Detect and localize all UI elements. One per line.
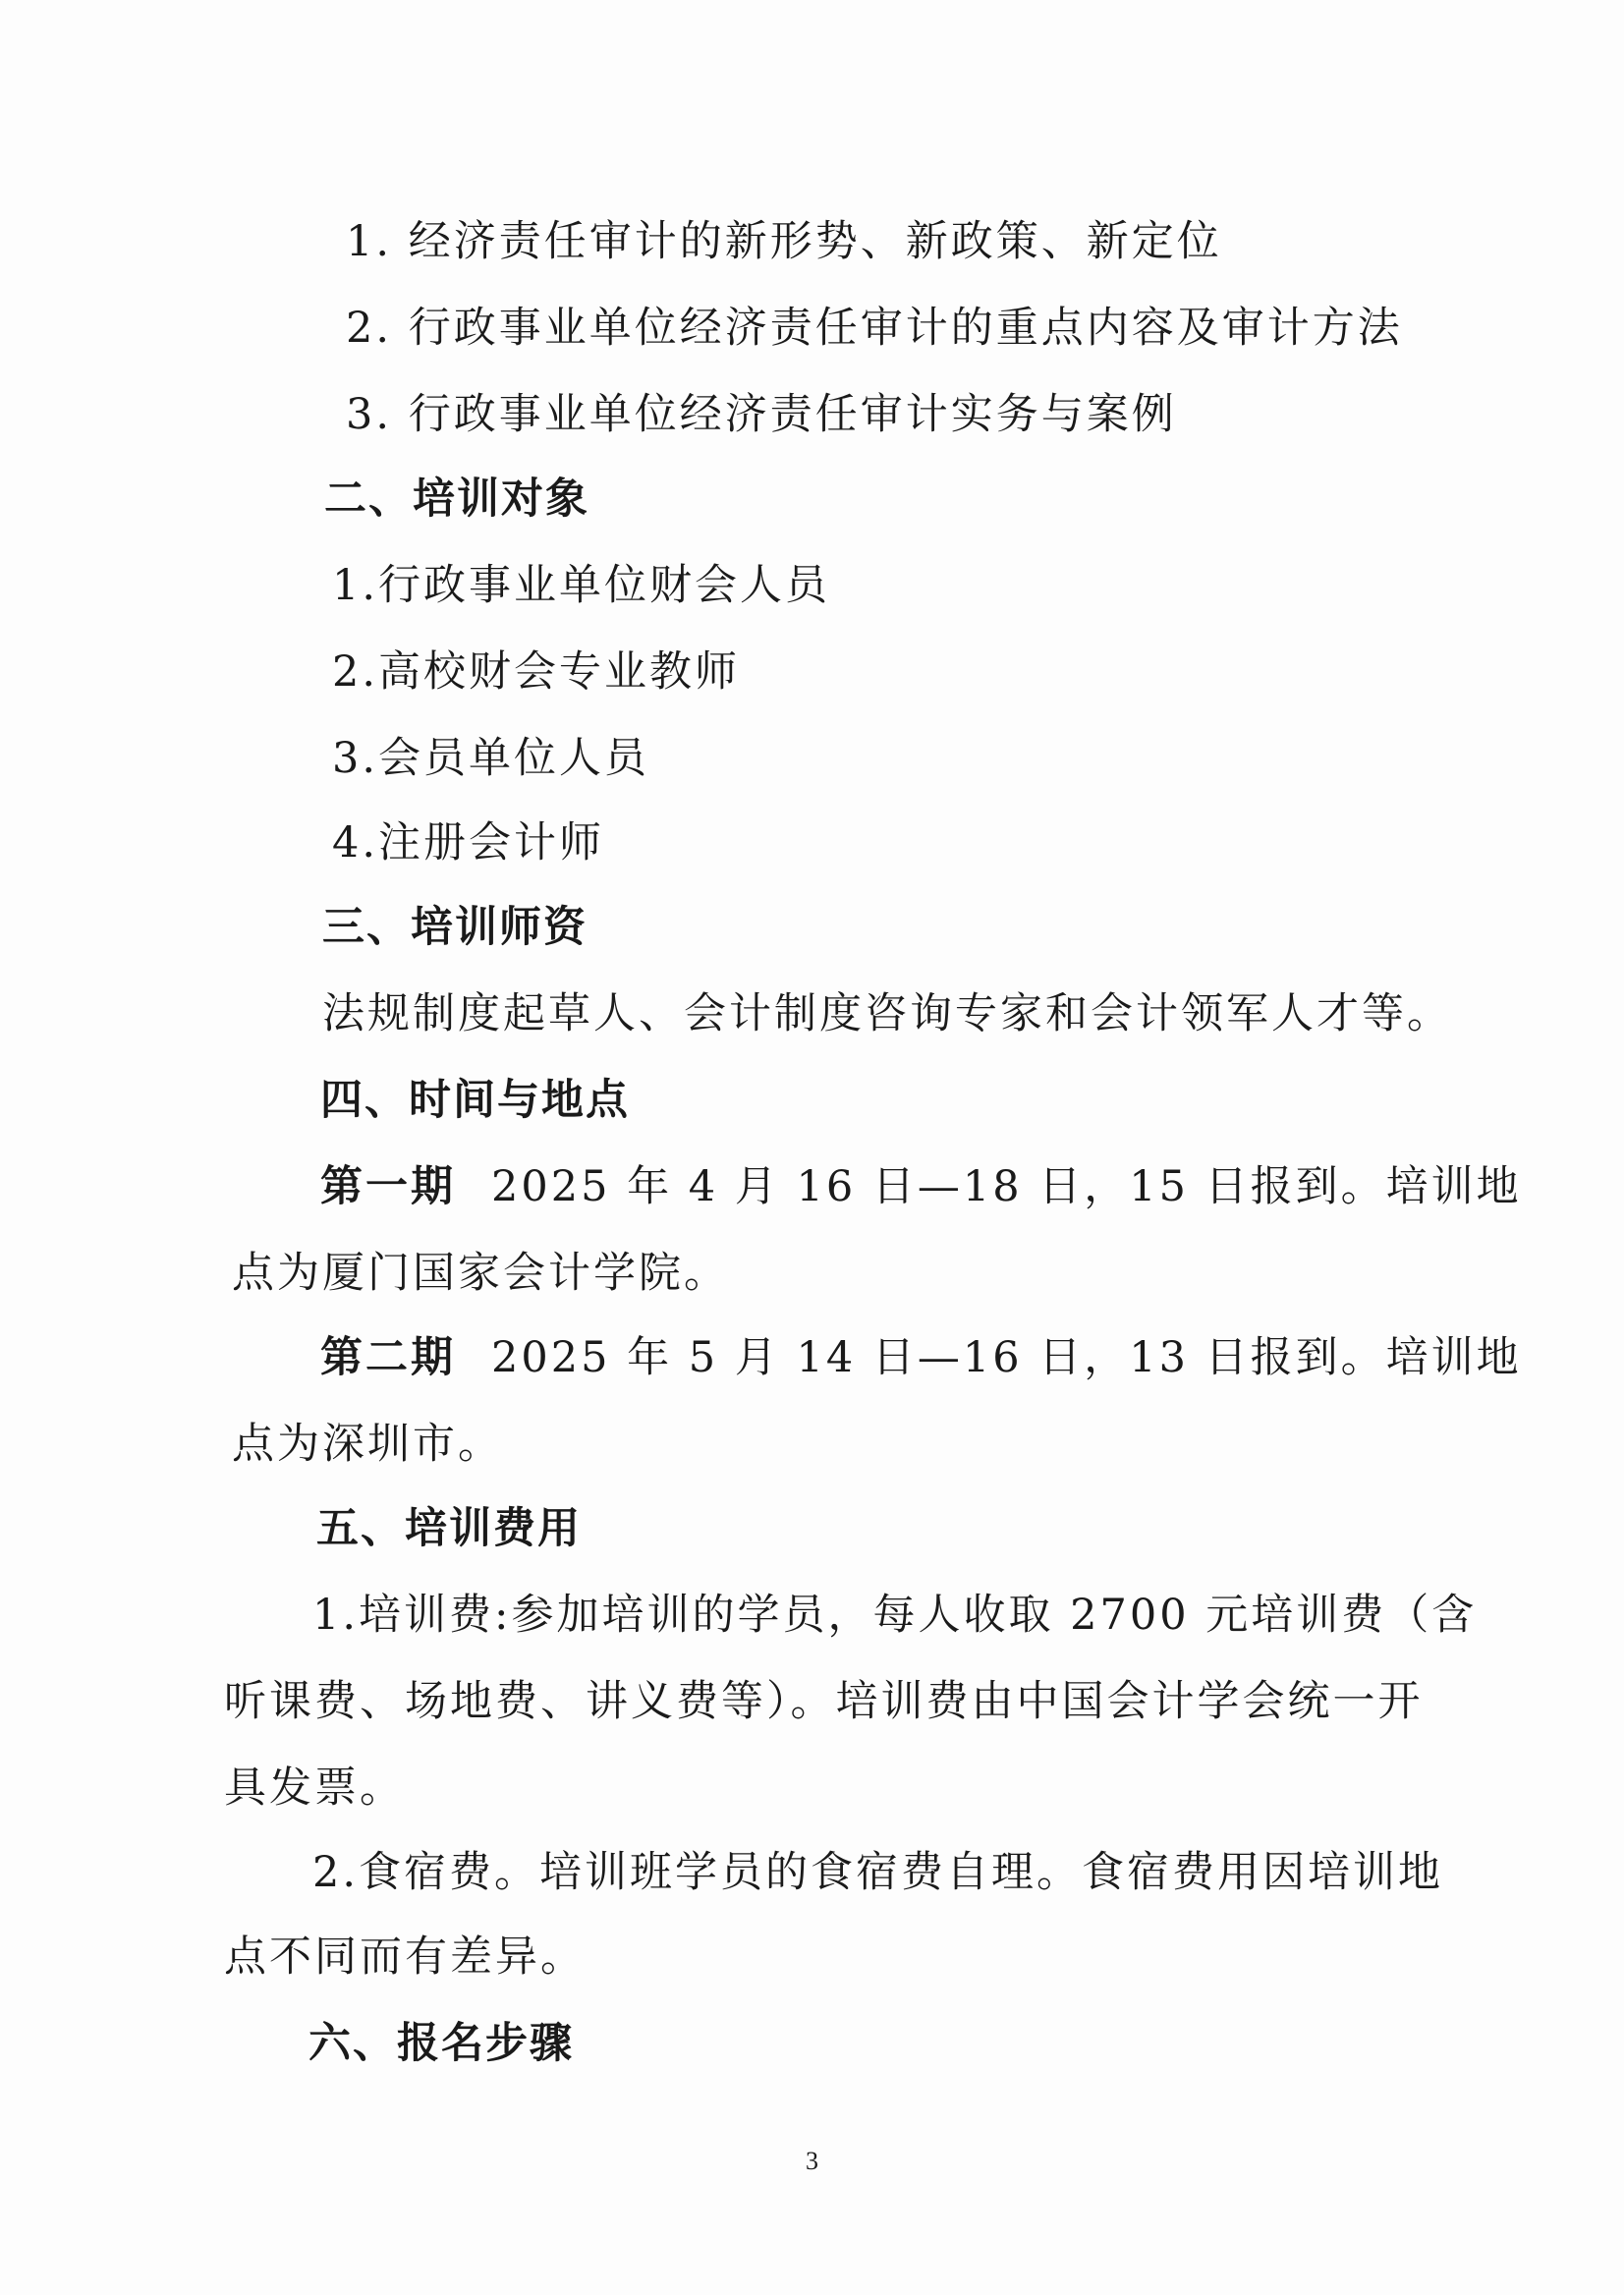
period-2-label: 第二期	[320, 1333, 456, 1382]
document-page: 1. 经济责任审计的新形势、新政策、新定位 2. 行政事业单位经济责任审计的重点内容及审计方法 3. 行政事业单位经济责任审计实务与案例 二、培训对象 1.行政事业单位财会人员 2.高校财会专业教师 3.会员单位人员 4.注册会计师 三、培训师资 法规制度起草人、会计制度咨询专家和会计领军人才等。 四、时间与地点 第一期 2025 年 4 月 16 日—18 日，15 日报到。培训地 点为厦门国家会计学院。 第二期 2025 年 5 月 14 日—16 日，13 日报到。培训地 点为深圳市。 五、培训费用 1.培训费:参加培训的学员，每人收取 2700 元培训费（含 听课费、场地费、讲义费等）。培训费由中国会计学会统一开 具发票。 2.食宿费。培训班学员的食宿费自理。食宿费用因培训地 点不同而有差异。 六、报名步骤 3	[0, 0, 1624, 2295]
period-1-label: 第一期	[320, 1162, 456, 1211]
page-number: 3	[806, 2147, 818, 2175]
